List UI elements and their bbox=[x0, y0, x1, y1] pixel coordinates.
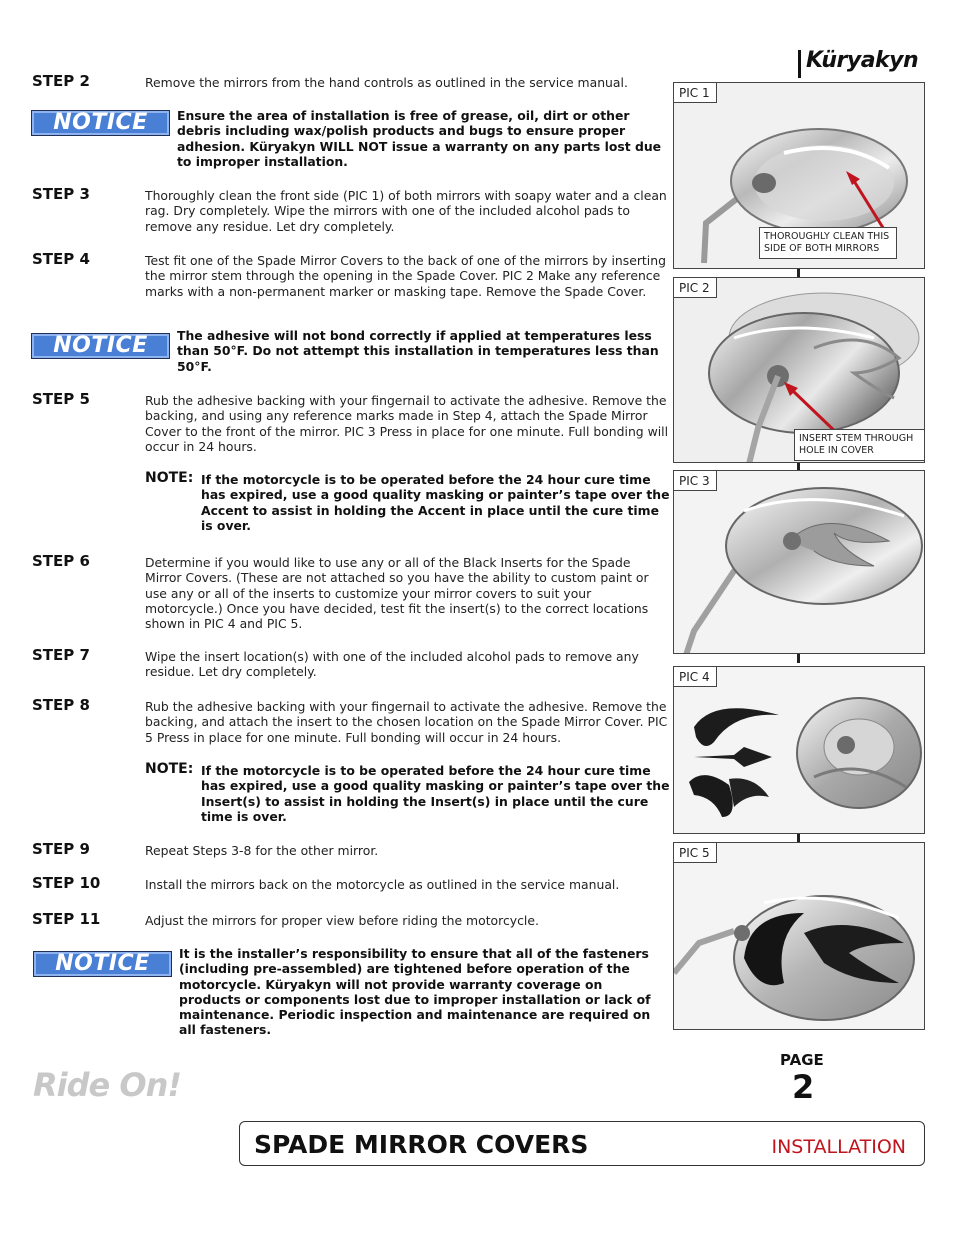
pic-label: PIC 3 bbox=[674, 471, 717, 491]
logo-text: Küryakyn bbox=[806, 48, 919, 73]
pic-label: PIC 2 bbox=[674, 278, 717, 298]
product-title: SPADE MIRROR COVERS bbox=[254, 1130, 589, 1159]
step-11-label: STEP 11 bbox=[32, 910, 101, 928]
step-9-text: Repeat Steps 3-8 for the other mirror. bbox=[145, 843, 379, 858]
step-4-label: STEP 4 bbox=[32, 250, 90, 268]
tagline: Ride On! bbox=[33, 1066, 181, 1104]
step-7-text: Wipe the insert location(s) with one of the included alcohol pads to remove any residue. Let dry completely. bbox=[145, 649, 639, 680]
note-text: If the motorcycle is to be operated before the 24 hour cure time has expired, use a good quality masking or painter’s tape over the Insert(s) to assist in holding the Insert(s) in place until the cure time is over. bbox=[201, 763, 670, 824]
pic-5-photo bbox=[673, 842, 925, 1030]
step-5-text: Rub the adhesive backing with your fingernail to activate the adhesive. Remove the backing, and using any reference marks made in Step 4, attach the Spade Mirror Cover to the front of the mirror. PIC 3 Press in place for one minute. Full bonding will occur in 24 hours. bbox=[145, 393, 669, 454]
step-8-label: STEP 8 bbox=[32, 696, 90, 714]
step-6-label: STEP 6 bbox=[32, 552, 90, 570]
step-8-text: Rub the adhesive backing with your fingernail to activate the adhesive. Remove the backing, and attach the insert to the chosen location on the Spade Mirror Cover. PIC 5 Press in place for one minute. Full bonding will occur in 24 hours. bbox=[145, 699, 668, 745]
pic-label: PIC 5 bbox=[674, 843, 717, 863]
pic-3-photo bbox=[673, 470, 925, 654]
step-4-text: Test fit one of the Spade Mirror Covers to the back of one of the mirrors by inserting the mirror stem through the opening in the Spade Cover. PIC 2 Make any reference marks with a non-permanent marker or masking tape. Remove the Spade Cover. bbox=[145, 253, 666, 299]
inserts-and-cover-image bbox=[674, 667, 925, 834]
pic-label: PIC 4 bbox=[674, 667, 717, 687]
step-10-label: STEP 10 bbox=[32, 874, 101, 892]
step-2-text: Remove the mirrors from the hand controls as outlined in the service manual. bbox=[145, 75, 628, 90]
notice-badge: NOTICE bbox=[31, 110, 170, 136]
step-3-text: Thoroughly clean the front side (PIC 1) of both mirrors with soapy water and a clean rag. Dry completely. Wipe the mirrors with one of the included alcohol pads to remove any residue. Let dry completely. bbox=[145, 188, 667, 234]
step-2-label: STEP 2 bbox=[32, 72, 90, 90]
mirror-cover-installed-image bbox=[674, 471, 925, 654]
finished-mirror-image bbox=[674, 843, 925, 1030]
connector bbox=[797, 654, 800, 663]
step-3-label: STEP 3 bbox=[32, 185, 90, 203]
pic-callout: INSERT STEM THROUGH HOLE IN COVER bbox=[794, 429, 925, 461]
pic-callout: THOROUGHLY CLEAN THIS SIDE OF BOTH MIRRORS bbox=[759, 227, 897, 259]
document-type: INSTALLATION bbox=[771, 1136, 906, 1158]
note-label: NOTE: bbox=[145, 761, 194, 777]
logo-bar bbox=[798, 50, 801, 78]
step-10-text: Install the mirrors back on the motorcycle as outlined in the service manual. bbox=[145, 877, 620, 892]
page-number: 2 bbox=[792, 1068, 815, 1106]
step-7-label: STEP 7 bbox=[32, 646, 90, 664]
step-9-label: STEP 9 bbox=[32, 840, 90, 858]
brand-logo bbox=[798, 48, 928, 78]
step-5-label: STEP 5 bbox=[32, 390, 90, 408]
notice-badge: NOTICE bbox=[31, 333, 170, 359]
notice-text: It is the installer’s responsibility to ensure that all of the fasteners (including pre-assembled) are tightened before operation of the motorcycle. Küryakyn will not provide warranty coverage on products or components lost due to improper installation or lack of maintenance. Periodic inspection and maintenance are required on all fasteners. bbox=[179, 946, 651, 1038]
note-label: NOTE: bbox=[145, 470, 194, 486]
notice-badge: NOTICE bbox=[33, 951, 172, 977]
notice-text: The adhesive will not bond correctly if applied at temperatures less than 50°F. Do not attempt this installation in temperatures less than 50°F. bbox=[177, 328, 659, 374]
step-11-text: Adjust the mirrors for proper view before riding the motorcycle. bbox=[145, 913, 539, 928]
step-6-text: Determine if you would like to use any or all of the Black Inserts for the Spade Mirror Covers. (These are not attached so you have the ability to custom paint or use any or all of the inserts to customize your mirror covers to suit your motorcycle.) Once you have decided, test fit the insert(s) to the correct locations shown in PIC 4 and PIC 5. bbox=[145, 555, 649, 632]
pic-2-photo bbox=[673, 277, 925, 463]
pic-4-photo bbox=[673, 666, 925, 834]
pic-1-photo bbox=[673, 82, 925, 269]
footer-title-box bbox=[239, 1121, 925, 1166]
pic-label: PIC 1 bbox=[674, 83, 717, 103]
page-label: PAGE bbox=[780, 1051, 824, 1069]
notice-text: Ensure the area of installation is free of grease, oil, dirt or other debris including wax/polish products and bugs to ensure proper adhesion. Küryakyn WILL NOT issue a warranty on any parts lost due to improper installation. bbox=[177, 108, 662, 169]
note-text: If the motorcycle is to be operated before the 24 hour cure time has expired, use a good quality masking or painter’s tape over the Accent to assist in holding the Accent in place until the cure time is over. bbox=[201, 472, 670, 533]
